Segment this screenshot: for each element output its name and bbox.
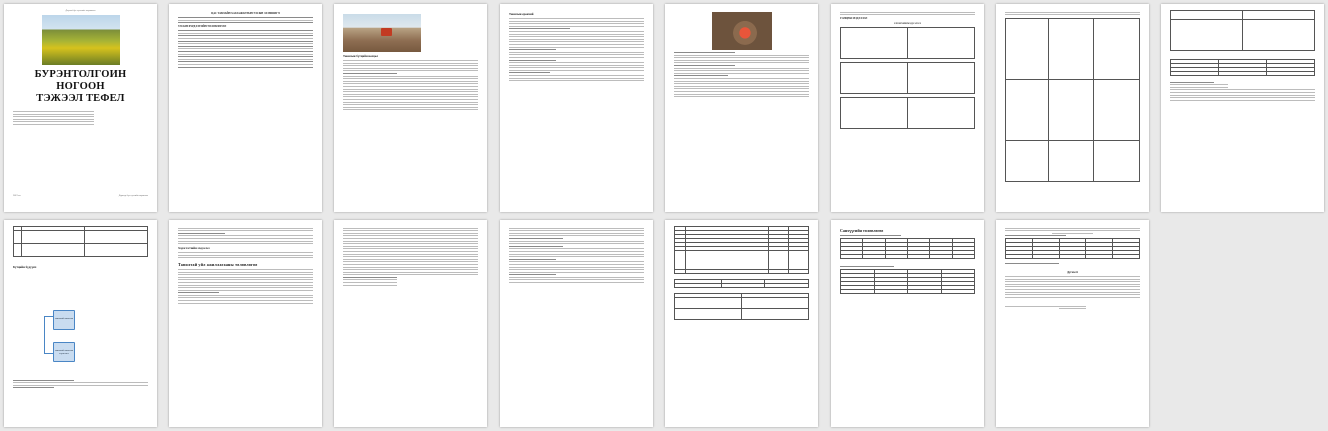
diagram-box-1: тавилтай ажилтан bbox=[53, 310, 75, 330]
p9-table bbox=[13, 226, 148, 257]
page-11[interactable] bbox=[334, 220, 487, 427]
p17-heading: Дүгнэлт bbox=[1066, 269, 1079, 274]
diagram-box-2: тавилтай ажилтан хэрэглэгч bbox=[53, 342, 75, 362]
p6-heading: ГОЛЦНЫ МЭДЭЭЛЭЛ bbox=[840, 17, 868, 21]
p15-table bbox=[1005, 238, 1140, 259]
cover-photo bbox=[42, 15, 120, 65]
cover-header: Дорнод бүс нутгийн тариалан bbox=[65, 10, 96, 12]
page-9[interactable] bbox=[4, 220, 157, 427]
page-4[interactable] bbox=[500, 4, 653, 212]
p6-table-3 bbox=[840, 97, 975, 129]
toc-subheading: УЛСЫН БҮРДЭЛТИЙН ТӨЛӨВЛӨГӨӨ bbox=[178, 25, 227, 29]
p4-heading: Тавилын ерөнхий bbox=[509, 12, 534, 16]
page-5[interactable] bbox=[665, 4, 818, 212]
page-3[interactable] bbox=[334, 4, 487, 212]
page-8[interactable] bbox=[1161, 4, 1324, 212]
diagram-heading: Бүтцийн бүдүүвч bbox=[13, 265, 37, 269]
p8-table-2 bbox=[1170, 59, 1315, 76]
p14-table-2 bbox=[840, 269, 975, 294]
p7-table bbox=[1005, 18, 1140, 182]
cover-title-line2: ТЭЖЭЭЛ ТЕФЕЛ bbox=[36, 93, 125, 105]
page-cover[interactable] bbox=[4, 4, 157, 212]
p3-heading: Тавилын бүтцийн нөхцөл bbox=[343, 54, 379, 58]
page-15[interactable] bbox=[996, 220, 1149, 427]
cover-footer-left: 2019 он bbox=[13, 194, 21, 197]
p12-heading: Тавилтай уйл ажиллагааны төлөвлөгөө bbox=[178, 262, 258, 268]
page-toc[interactable] bbox=[169, 4, 322, 212]
p16-heading: Санхүүгийн төлөвлөгөө bbox=[840, 228, 884, 233]
p8-table-1 bbox=[1170, 10, 1315, 51]
page-12[interactable] bbox=[500, 220, 653, 427]
p13-table-2 bbox=[674, 279, 809, 288]
toc-heading: ЦАС ТАВЛАЙН ХАЗЛАЖИЛТЫН УЛСЫН ЭЗЭМШИГЧ bbox=[211, 12, 280, 15]
tractor-photo bbox=[343, 14, 421, 52]
page-10[interactable] bbox=[169, 220, 322, 427]
p10-heading: Хэрэглэгчийн мэдээлэл bbox=[178, 246, 210, 251]
p14-table-1 bbox=[840, 238, 975, 259]
page-13[interactable] bbox=[665, 220, 818, 427]
pipe-photo bbox=[712, 12, 772, 50]
page-6[interactable] bbox=[831, 4, 984, 212]
p6-table-2 bbox=[840, 62, 975, 94]
p6-sub: ЕРӨНХИЙ МЭДЭЭЛЭЛ bbox=[894, 22, 921, 26]
page-7[interactable] bbox=[996, 4, 1149, 212]
p13-table-1 bbox=[674, 226, 809, 274]
cover-title-line1: БУРЭНТОЛГОИН НОГООН bbox=[34, 69, 127, 93]
p6-table-1 bbox=[840, 27, 975, 59]
p13-table-3 bbox=[674, 293, 809, 320]
page-14[interactable] bbox=[831, 220, 984, 427]
cover-footer-right: Дорнод бүс нутгийн тариалан bbox=[118, 194, 148, 197]
